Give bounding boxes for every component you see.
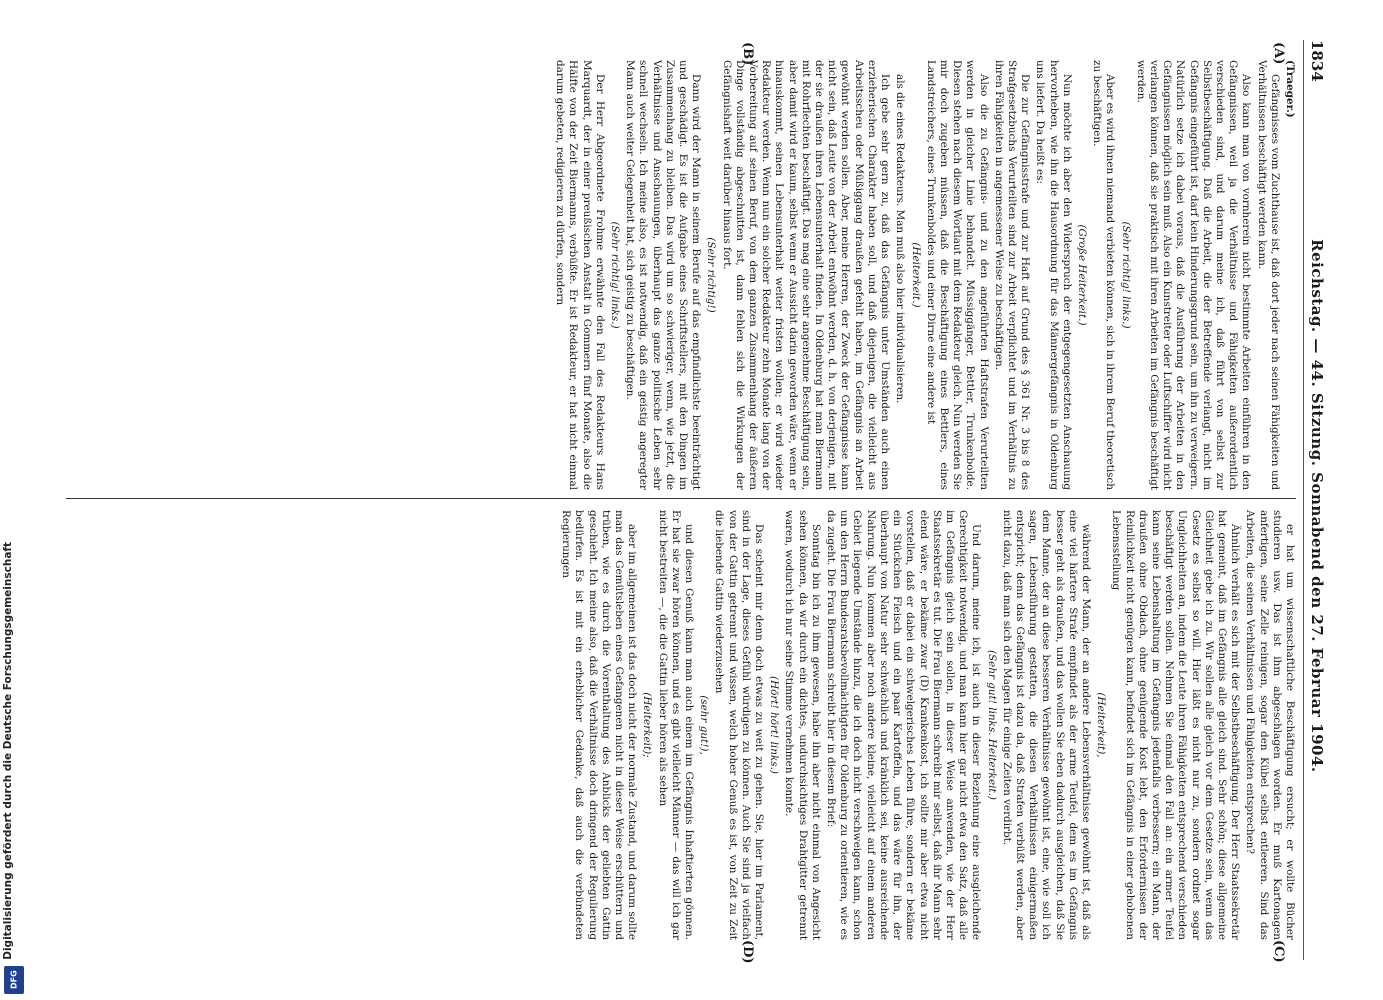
paragraph: und diesen Genuß kann man auch einem im Gefängnis Inhaftierten gönnen. Er hat sie zwar hören können, und es gibt vielleicht Männer — das will ich gar nicht bestreiten —, die die Gattin lieber hören als sehen <box>656 510 696 940</box>
page-title: Reichstag. — 44. Sitzung. Sonnabend den 27. Februar 1904. <box>1308 239 1326 773</box>
text-column-left <box>66 60 1296 490</box>
text-column-right <box>66 510 1296 940</box>
dfg-logo-icon: DFG <box>4 966 24 994</box>
paragraph: aber im allgemeinen ist das doch nicht der normale Zustand, und darum sollte man das Gemütsleben eines Gefangenen nicht in dieser Weise erschüttern und trüben, wie es durch die Vorenthaltung des Anblicks der geliebten Gattin geschieht. Ich meine also, daß die Verhältnisse doch dringend der Regulierung bedürfen. Es ist mit ein erheblicher Gedanke, daß auch die verbündeten Regierungen <box>560 510 639 940</box>
speaker-name: (Traeger.) <box>1284 60 1296 118</box>
quotation: Sonntag bin ich zu ihm gewesen, habe ihn aber nicht einmal von Angesicht sehen können, da wir durch ein dichtes, undurchsichtiges Drahtgitter getrennt waren, wodurch ich nur seine Stimme vernehmen konnte. <box>783 510 822 940</box>
paragraph: als die eines Redakteurs. Man muß also hier individualisieren. <box>894 74 907 404</box>
interjection: (Sehr richtig!) <box>705 237 718 313</box>
interjection: (Sehr richtig! links.) <box>609 221 622 329</box>
page-header <box>1303 40 1330 960</box>
paragraph: Das scheint mir denn doch etwas zu weit zu gehen. Sie, hier im Parlament, sind in der Lage, dieses Gefühl würdigen zu können. Auch Sie sind ja vielfach von der Gattin getrennt und wissen, welch hoher Genuß es ist, von Zeit zu Zeit die liebende Gattin wiederzusehen <box>713 510 766 940</box>
paragraph: während der Mann, der an andere Lebensverhältnisse gewöhnt ist, daß als eine viel härtere Strafe empfindet als der arme Teufel, dem es im Gefängnis besser geht als draußen, und das wollen Sie eben dadurch ausgleichen, daß Sie dem Manne, der an diese besseren Verhältnisse gewöhnt ist, eine, wie soll ich sagen, Lebensführung gestatten, die diesen Verhältnissen einigermaßen entspricht; denn das Gefängnis ist dazu da, daß Strafen verbüßt werden, aber nicht dazu, daß man sich den Magen für einige Zeiten verdirbt. <box>1000 510 1092 940</box>
paragraph: Nun möchte ich aber den Widerspruch der entgegengesetzten Anschauung hervorheben, wie ihn die Hausordnung für das Männergefängnis in Oldenburg uns liefert. Da heißt es: <box>1034 60 1073 490</box>
paragraph: Und darum, meine ich, ist auch in dieser Beziehung eine ausgleichende Gerechtigkeit notwendig, und man kann hier gar nicht etwa den Satz, daß alle im Gefängnis gleich sein sollen, in dieser Weise anwenden, wie der Herr Staatssekretär es tut. Die Frau Biermann schreibt mir selbst, daß ihr Mann sehr elend wäre, er bekäme zwar (D) Krankenkost, ich sollte mir aber etwa nicht vorstellen, daß er dabei ein schwelgerisches Leben führe, sondern er bekäme ein Stückchen Fleisch und ein paar Kartoffeln, und das wäre für ihn, der überhaupt von Natur sehr schwächlich und kränklich sei, keine ausreichende Nahrung. Nun kommen aber noch andere kleine, vielleicht auf einem anderen Gebiet liegende Umstände hinzu, die ich doch nicht verschweigen kann, schon um den Herrn Bundesratsbevollmächtigten für Oldenburg zu orientieren, wie es da zugeht. Die Frau Biermann schreibt hier in diesem Brief: <box>825 510 983 940</box>
scanned-page <box>50 40 1330 964</box>
margin-marker-c: (C) <box>1271 940 1286 963</box>
interjection: (Heiterkeit), <box>1095 692 1108 758</box>
paragraph: Ähnlich verhält es sich mit der Selbstbeschäftigung. Der Herr Staatssekretär hat gemeint, daß im Gefängnis alle gleich sind. Sehr schön; diese allgemeine Gleichheit gebe ich zu. Wir sollen alle gleich vor dem Gesetze sein, wenn das Gesetz es selbst so will. Hier läßt es nicht nur zu, sondern ordnet sogar Ungleichheiten an, indem die Leute ihren Fähigkeiten entsprechend verschieden beschäftigt werden sollen. Nehmen Sie einmal den Fall an: ein armer Teufel kann seine Lebenshaltung im Gefängnis jedenfalls verbessern; ein Mann, der draußen ohne Obdach, ohne genügende Kost lebt, den Erfordernissen der Reinlichkeit nicht genügen kann, befindet sich im Gefängnis in einer gehobenen Lebensstellung <box>1110 510 1242 940</box>
digitization-sidebar <box>0 0 30 1000</box>
interjection: (Große Heiterkeit.) <box>1075 224 1088 326</box>
funding-note: Digitalisierung gefördert durch die Deutsche Forschungsgemeinschaft <box>2 542 14 960</box>
interjection: (Heiterkeit); <box>641 692 654 758</box>
margin-marker-a: (A) <box>1271 42 1286 65</box>
interjection: (sehr gut!), <box>698 695 711 755</box>
paragraph: Gefängnisses vom Zuchthause ist, daß dort jeder nach seinen Fähigkeiten und Verhältnissen beschäftigt werden kann. <box>1255 60 1281 490</box>
paragraph: Also die zu Gefängnis- und zu den angeführten Haftstrafen Verurteilten werden in gleicher Linie behandelt. Müssiggänger, Bettler, Trunkenbolde. Diesen stehen nach diesem Wortlaut mit dem Redakteur gleich. Nun werden Sie mir doch zugeben müssen, daß die Beschäftigung eines Bettlers, eines Landstreichers, eines Trunkenboldes und einer Dirne eine andere ist <box>924 60 990 490</box>
column-divider <box>66 498 1296 499</box>
margin-marker-b: (B) <box>740 42 755 66</box>
interjection: (Sehr richtig! links.) <box>1119 221 1132 329</box>
paragraph: Der Herr Abgeordnete Frohme erwähnte den Fall des Redakteurs Hans Marquardt, der in einer preußischen Anstalt in Gommern fünf Monate, also die Hälfte von der Zeit Biermanns, verbüßte. Er ist Redakteur, er hat nicht einmal darum gebeten, redigieren zu dürfen, sondern <box>554 60 606 490</box>
margin-marker-d: (D) <box>740 940 755 964</box>
quotation: Die zur Gefängnisstrafe und zur Haft auf Grund des § 361 Nr. 3 bis 8 des Strafgesetzbuchs Verurteilten sind zur Arbeit verpflichtet und im Verhältnis zu ihren Fähigkeiten in angemessener Weise zu beschäftigen. <box>992 60 1032 490</box>
interjection: (Heiterkeit.) <box>909 242 922 308</box>
interjection: (Sehr gut! links. Heiterkeit.) <box>985 650 998 800</box>
interjection: (Hört! hört! links.) <box>768 676 781 774</box>
paragraph: Aber es wird ihnen niemand verbieten können, sich in ihrem Beruf theoretisch zu beschäftigen. <box>1091 60 1117 490</box>
paragraph: Also kann man von vornherein nicht bestimmte Arbeiten einführen in den Gefängnissen, weil ja die Verhältnisse und Fähigkeiten außerordentlich verschieden sind, und darum meine ich, daß führt von selbst zur Selbstbeschäftigung. Daß die Arbeit, die der Betreffende verlangt, nicht im Gefängnis eingeführt ist, darf kein Hinderungsgrund sein, um ihn zu verweigern. Natürlich setze ich dabei voraus, daß die Ausführung der Arbeiten in den Gefängnissen möglich sein muß. Also ein Kunstreiter oder Luftschiffer wird nicht verlangen können, daß sie praktisch mit ihren Arbeiten im Gefängnis beschäftigt werden. <box>1134 60 1253 490</box>
paragraph: Dann wird der Mann in seinem Berufe auf das empfindlichste beeinträchtigt und geschädigt. Es ist die Aufgabe eines Schriftstellers, mit den Dingen im Zusammenhang zu bleiben. Das wird um so schwieriger, wenn, wie jetzt, die Verhältnisse und Anschauungen, überhaupt das ganze politische Leben sehr schnell wechseln. Ich meine also, es ist notwendig, daß ein geistig angeregter Mann auch weiter Gelegenheit hat, sich geistig zu beschäftigen. <box>624 60 703 490</box>
paragraph: er hat um wissenschaftliche Beschäftigung ersucht; er wollte Bücher studieren usw. Das ist ihm abgeschlagen worden. Er muß Kartonagen anfertigen, seine Zelle reinigen, sogar den Kübel selbst entleeren. Sind das Arbeiten, die seinen Verhältnissen und Fähigkeiten entsprechen? <box>1244 510 1296 940</box>
paragraph: Ich gebe sehr gern zu, daß das Gefängnis unter Umständen auch einen erzieherischen Charakter haben soll, und daß diejenigen, die vielleicht aus Arbeitsscheu oder Müßiggang draußen gefehlt haben, im Gefängnis an Arbeit gewöhnt werden sollen. Aber, meine Herren, der Zweck der Gefängnisse kann nicht sein, daß Leute von der Arbeit entwöhnt werden, d. h. von derjenigen, mit der sie draußen ihren Lebensunterhalt finden. In Oldenburg hat man Biermann mit Rohrflechten beschäftigt. Das mag eine sehr angenehme Beschäftigung sein, aber damit wird er kaum, selbst wenn er Aussicht darin geworden wäre, wenn er hinauskommt, seinen Lebensunterhalt weiter fristen wollen; er wird wieder Redakteur werden. Wenn nun ein solcher Redakteur zehn Monate lang von der Vorbereitung auf seinen Beruf, von dem ganzen Zusammenhang der äußeren Dinge vollständig abgeschnitten ist, dann fehlen sich die Wirkungen der Gefängnishaft weit darüber hinaus fort. <box>720 60 892 490</box>
page-number: 1834 <box>1308 40 1326 82</box>
